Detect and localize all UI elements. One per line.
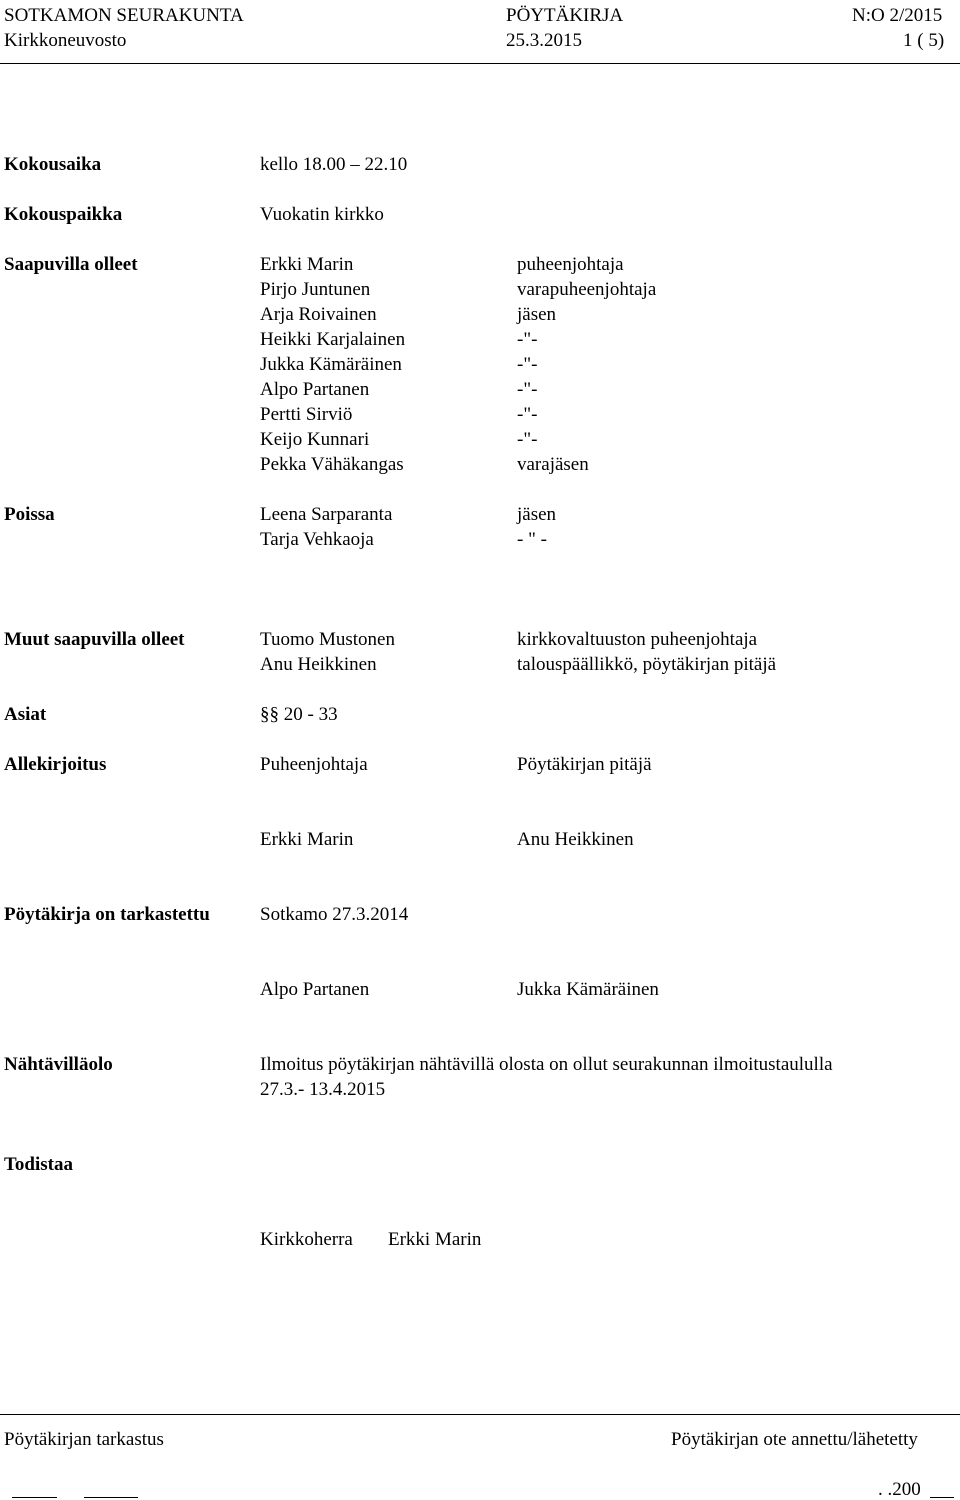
meeting-time-value: kello 18.00 – 22.10 xyxy=(260,154,408,175)
others-role: kirkkovaltuuston puheenjohtaja xyxy=(517,629,758,650)
items-value: §§ 20 - 33 xyxy=(260,704,338,725)
present-role: -"- xyxy=(517,379,538,400)
header-date: 25.3.2015 xyxy=(506,30,582,51)
present-name: Jukka Kämäräinen xyxy=(260,354,402,375)
present-role: puheenjohtaja xyxy=(517,254,624,275)
footer-rule xyxy=(0,1414,960,1415)
header-rule xyxy=(0,63,960,64)
others-label: Muut saapuvilla olleet xyxy=(4,629,185,650)
absent-role: jäsen xyxy=(517,504,557,525)
date-line xyxy=(930,1497,954,1498)
chair-name: Erkki Marin xyxy=(260,829,354,850)
header-number: N:O 2/2015 xyxy=(852,5,943,26)
header-org: SOTKAMON SEURAKUNTA xyxy=(4,5,244,26)
checked-value: Sotkamo 27.3.2014 xyxy=(260,904,409,925)
secretary-name: Anu Heikkinen xyxy=(517,829,634,850)
present-role: varapuheenjohtaja xyxy=(517,279,657,300)
absent-name: Leena Sarparanta xyxy=(260,504,393,525)
certify-title: Kirkkoherra xyxy=(260,1229,353,1250)
present-name: Pertti Sirviö xyxy=(260,404,353,425)
others-name: Tuomo Mustonen xyxy=(260,629,395,650)
certify-label: Todistaa xyxy=(4,1154,73,1175)
signature-label: Allekirjoitus xyxy=(4,754,107,775)
initials-line-2 xyxy=(84,1497,138,1498)
present-role: -"- xyxy=(517,329,538,350)
items-label: Asiat xyxy=(4,704,47,725)
present-role: varajäsen xyxy=(517,454,589,475)
checker-1-name: Alpo Partanen xyxy=(260,979,370,1000)
display-label: Nähtävilläolo xyxy=(4,1054,113,1075)
header-page: 1 ( 5) xyxy=(903,30,945,51)
footer-right: Pöytäkirjan ote annettu/lähetetty xyxy=(671,1429,918,1450)
present-name: Alpo Partanen xyxy=(260,379,370,400)
secretary-title: Pöytäkirjan pitäjä xyxy=(517,754,652,775)
present-role: -"- xyxy=(517,404,538,425)
checked-label: Pöytäkirja on tarkastettu xyxy=(4,904,210,925)
footer-date-hint: . .200 xyxy=(878,1479,921,1500)
present-name: Erkki Marin xyxy=(260,254,354,275)
others-name: Anu Heikkinen xyxy=(260,654,377,675)
present-label: Saapuvilla olleet xyxy=(4,254,138,275)
present-name: Keijo Kunnari xyxy=(260,429,370,450)
present-name: Pirjo Juntunen xyxy=(260,279,371,300)
meeting-time-label: Kokousaika xyxy=(4,154,102,175)
meeting-place-value: Vuokatin kirkko xyxy=(260,204,384,225)
display-text-line2: 27.3.- 13.4.2015 xyxy=(260,1079,386,1100)
others-role: talouspäällikkö, pöytäkirjan pitäjä xyxy=(517,654,777,675)
display-text-line1: Ilmoitus pöytäkirjan nähtävillä olosta on ollut seurakunnan ilmoitustaululla xyxy=(260,1054,833,1075)
checker-2-name: Jukka Kämäräinen xyxy=(517,979,659,1000)
header-body: Kirkkoneuvosto xyxy=(4,30,127,51)
header-doc-type: PÖYTÄKIRJA xyxy=(506,5,624,26)
initials-line-1 xyxy=(12,1497,57,1498)
meeting-place-label: Kokouspaikka xyxy=(4,204,123,225)
present-role: -"- xyxy=(517,429,538,450)
present-name: Arja Roivainen xyxy=(260,304,377,325)
present-name: Heikki Karjalainen xyxy=(260,329,406,350)
present-name: Pekka Vähäkangas xyxy=(260,454,404,475)
chair-title: Puheenjohtaja xyxy=(260,754,368,775)
absent-name: Tarja Vehkaoja xyxy=(260,529,374,550)
footer-left: Pöytäkirjan tarkastus xyxy=(4,1429,164,1450)
present-role: -"- xyxy=(517,354,538,375)
absent-role: - " - xyxy=(517,529,547,550)
present-role: jäsen xyxy=(517,304,557,325)
absent-label: Poissa xyxy=(4,504,55,525)
certify-name: Erkki Marin xyxy=(388,1229,482,1250)
